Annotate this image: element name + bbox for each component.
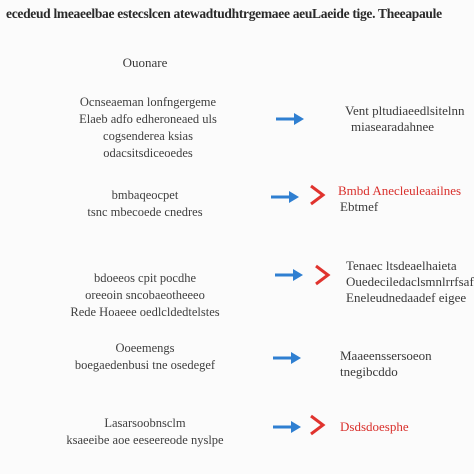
chevron-right-icon xyxy=(313,264,331,286)
row-1-source-line-4: odacsitsdiceoedes xyxy=(103,146,193,160)
row-3-source-line-1: bdoeeos cpit pocdhe xyxy=(93,271,197,285)
row-4-source xyxy=(45,340,245,374)
row-2-target-line-1 xyxy=(338,183,461,199)
row-3-source-line-3: Rede Hoaeee oedlcldedtelstes xyxy=(70,305,220,319)
row-5-source-line-2: ksaeeibe aoe eeseereode nyslpe xyxy=(66,433,224,447)
chevron-right-icon xyxy=(308,414,326,436)
row-1-target-line-1: Vent pltudiaeedlsitelnn xyxy=(345,103,465,118)
row-2-target xyxy=(338,183,461,215)
row-1-source-line-2: Elaeb adfo edheroneaed uls xyxy=(79,112,217,126)
arrow-right-icon xyxy=(274,268,304,282)
row-2-source xyxy=(50,187,240,221)
row-1-source-line-3: cogsenderea ksias xyxy=(103,129,193,143)
row-2-source-line-1: bmbaqeocpet xyxy=(111,188,179,202)
row-4-source-line-1: Ooeemengs xyxy=(115,341,175,355)
row-3-source-line-2: oreeoin sncobaeotheeeo xyxy=(85,288,205,302)
arrow-right-icon xyxy=(275,112,305,126)
column-title: Ouonare xyxy=(122,55,168,70)
row-4-target xyxy=(340,348,432,380)
row-2-target-text: Bmbd Anecleuleaailnes xyxy=(338,183,462,198)
row-3-target xyxy=(346,258,474,306)
row-4-source-line-2: boegaedenbusi tne osedegef xyxy=(74,358,216,372)
row-3-target-line-1: Tenaec ltsdeaelhaieta xyxy=(346,258,457,273)
arrow-right-icon xyxy=(270,190,300,204)
row-1-target xyxy=(345,103,465,135)
row-5-target xyxy=(340,419,409,435)
row-1-target-line-2: miasearadahnee xyxy=(351,119,435,134)
row-2-source-line-2: tsnc mbecoede cnedres xyxy=(87,205,203,219)
chevron-right-icon xyxy=(308,184,326,206)
row-3-target-line-3: Eneleudnedaadef eigee xyxy=(346,290,467,305)
row-3-source xyxy=(20,270,270,321)
row-3-target-line-2: Ouedeciledaclsmnlrrfsaf xyxy=(346,274,474,289)
row-4-target-line-1: Maaeenssersoeon xyxy=(340,348,432,363)
row-4-target-line-2: tnegibcddo xyxy=(340,364,398,379)
row-5-source-line-1: Lasarsoobnsclm xyxy=(104,416,186,430)
row-2-target-line-2: Ebtmef xyxy=(340,199,379,214)
diagram-heading: ecedeud lmeaeelbae estecslcen atewadtudhtrgemaee aeuLaeide tige. Theeapaule xyxy=(6,6,442,21)
row-5-target-text: Dsdsdoesphe xyxy=(340,419,409,434)
row-5-source xyxy=(30,415,260,449)
arrow-right-icon xyxy=(272,420,302,434)
row-5-target-line-1 xyxy=(340,419,409,435)
arrow-right-icon xyxy=(272,351,302,365)
row-1-source xyxy=(38,94,258,162)
row-1-source-line-1: Ocnseaeman lonfngergeme xyxy=(79,95,217,109)
